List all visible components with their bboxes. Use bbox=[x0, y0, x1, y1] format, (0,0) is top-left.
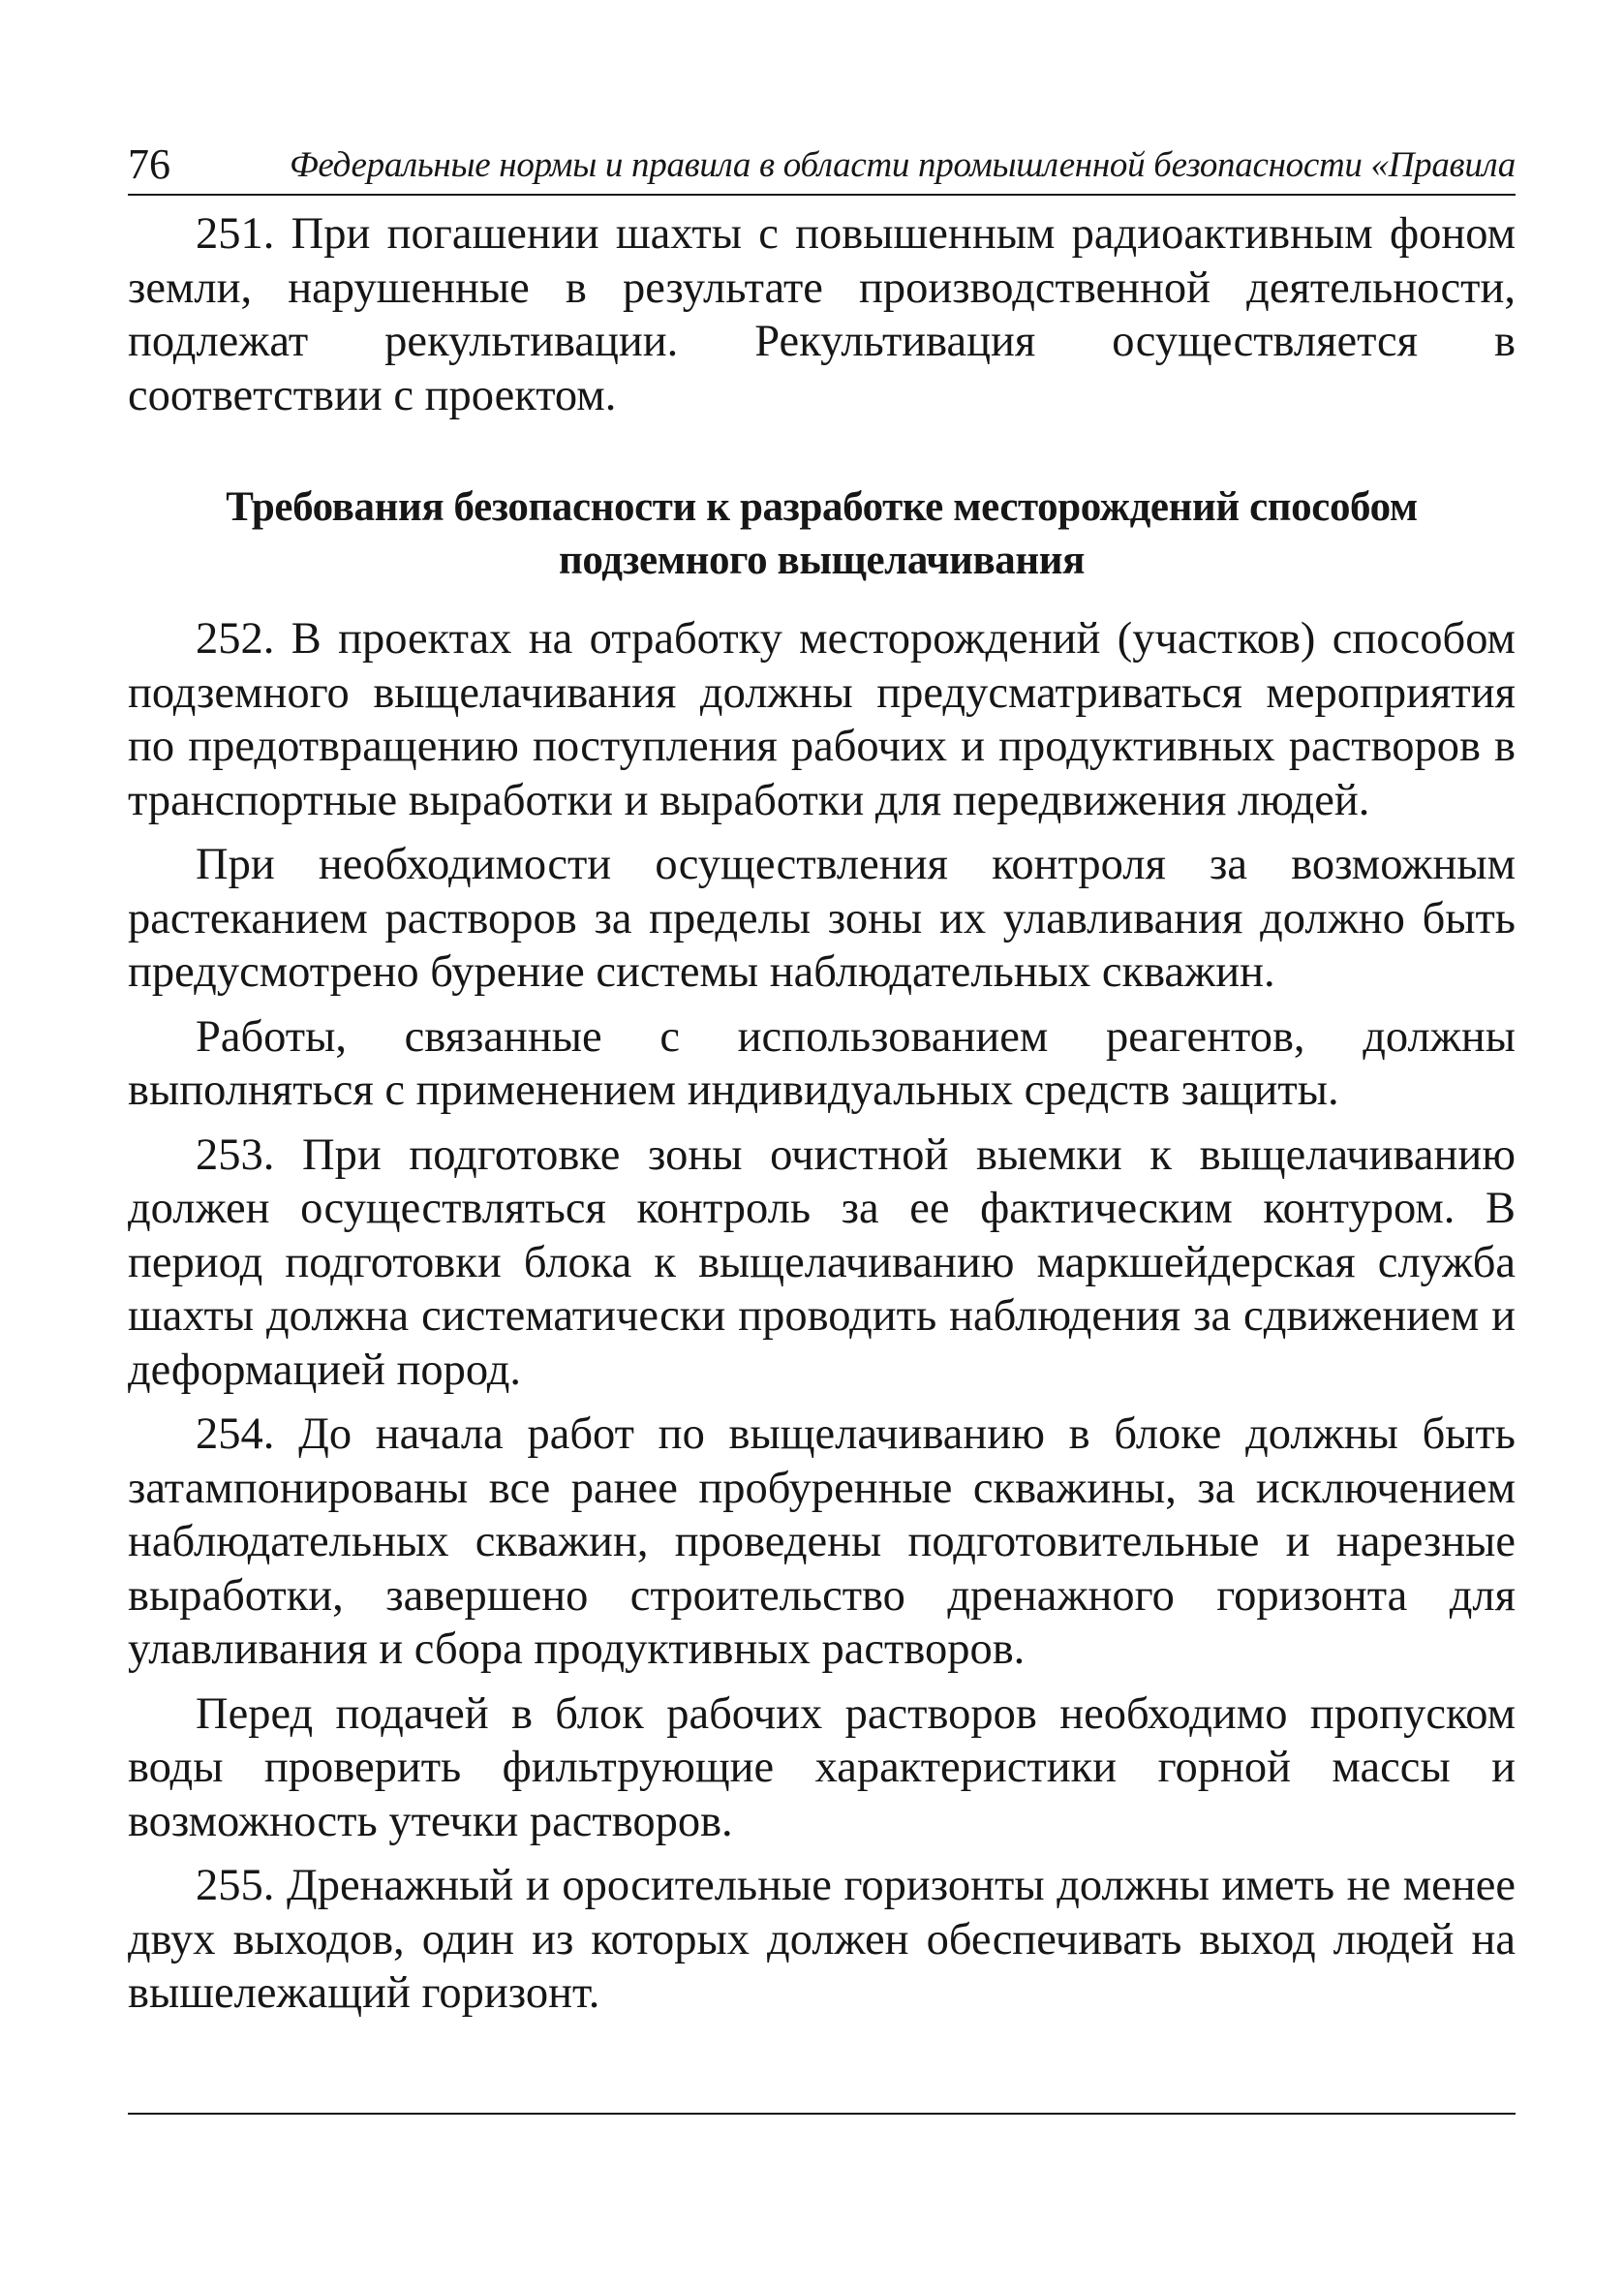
paragraph-253: 253. При подготовке зоны очистной выемки к выщелачиванию должен осуществляться контроль за ее фактическим контуром. В период подготовки блока к выщелачиванию маркшейдерская служба шахты должна систематически проводить наблюдения за сдвижением и деформацией пород. bbox=[128, 1129, 1516, 1395]
body-text bbox=[128, 207, 1516, 2031]
section-heading: Требования безопасности к разработке месторождений способом подземного выщелачивания bbox=[226, 484, 1418, 583]
bottom-rule bbox=[128, 2113, 1516, 2115]
paragraph-solution-feed: Перед подачей в блок рабочих растворов необходимо пропуском воды проверить фильтрующие характеристики горной массы и возможность утечки растворов. bbox=[128, 1688, 1516, 1846]
page-number: 76 bbox=[128, 140, 170, 188]
paragraph-255: 255. Дренажный и оросительные горизонты должны иметь не менее двух выходов, один из которых должен обеспечивать выход людей на вышележащий горизонт. bbox=[128, 1861, 1516, 2018]
paragraph-252: 252. В проектах на отработку месторождений (участков) способом подземного выщелачивания должны предусматриваться мероприятия по предотвращению поступления рабочих и продуктивных растворов в транспортные выработки и выработки для передвижения людей. bbox=[128, 614, 1516, 825]
paragraph-251: 251. При погашении шахты с повышенным радиоактивным фоном земли, нарушенные в результате производственной деятельности, подлежат рекультивации. Рекультивация осуществляется в соответствии с проектом. bbox=[128, 209, 1516, 420]
running-title: Федеральные нормы и правила в области промышленной безопасности «Правила bbox=[289, 145, 1516, 185]
paragraph-monitoring-wells: При необходимости осуществления контроля за возможным растеканием растворов за пределы зоны их улавливания должно быть предусмотрено бурение системы наблюдательных скважин. bbox=[128, 840, 1516, 997]
paragraph-254: 254. До начала работ по выщелачиванию в блоке должны быть затампонированы все ранее пробуренные скважины, за исключением наблюдательных скважин, проведены подготовительные и нарезные выработки, завершено строительство дренажного горизонта для улавливания и сбора продуктивных растворов. bbox=[128, 1409, 1516, 1674]
paragraph-reagents: Работы, связанные с использованием реагентов, должны выполняться с применением индивидуальных средств защиты. bbox=[128, 1011, 1516, 1115]
running-header bbox=[128, 136, 1516, 196]
